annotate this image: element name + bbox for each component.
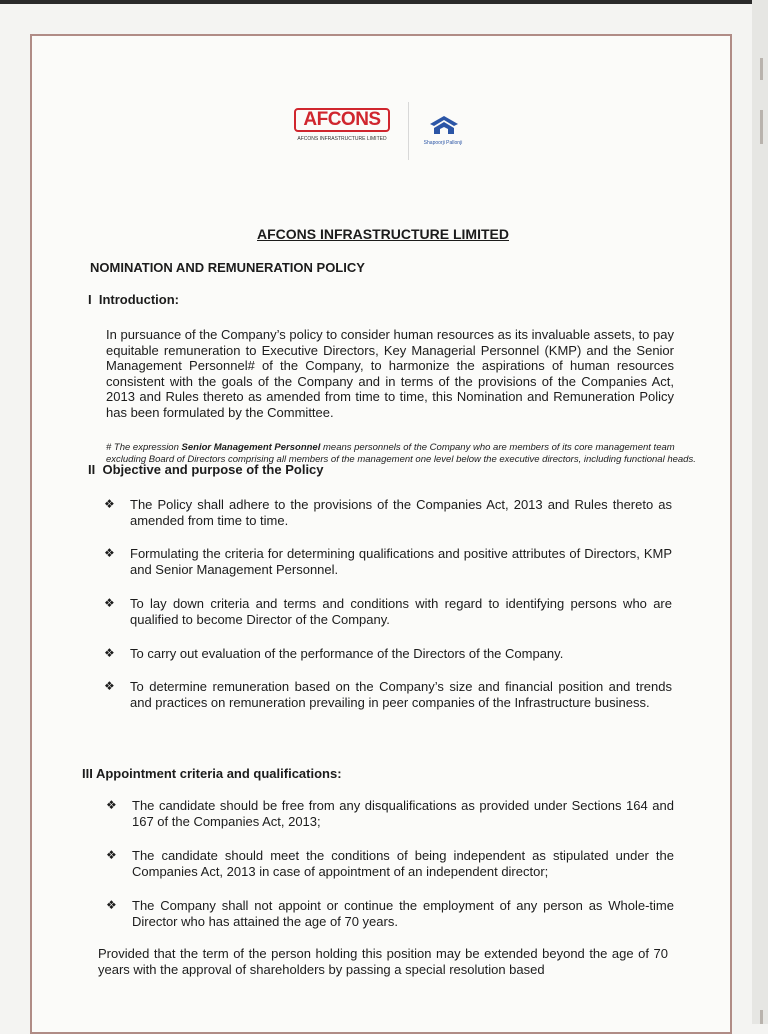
section-3-heading: III Appointment criteria and qualifications: — [82, 766, 342, 781]
list-item-text: To determine remuneration based on the Company’s size and financial position and trends and practices on remuneration prevailing in peer companies of the Infrastructure business. — [130, 679, 672, 710]
letterhead-logos — [290, 100, 490, 162]
next-page-strip — [752, 0, 768, 1024]
footnote-term: Senior Management Personnel — [181, 442, 321, 453]
bullet-icon: ❖ — [104, 546, 115, 560]
scan-mark — [760, 110, 763, 144]
list-item-text: Formulating the criteria for determining qualifications and positive attributes of Directors, KMP and Senior Management Personnel. — [130, 546, 672, 577]
list-item-text: To carry out evaluation of the performance of the Directors of the Company. — [130, 646, 564, 661]
footnote-prefix: # The expression — [106, 442, 179, 453]
document-page — [30, 34, 732, 1034]
logo-divider — [408, 102, 409, 160]
bullet-icon: ❖ — [104, 596, 115, 610]
scan-mark — [760, 1010, 763, 1024]
list-item-text: To lay down criteria and terms and conditions with regard to identifying persons who are qualified to become Director of the Company. — [130, 596, 672, 627]
scan-top-edge — [0, 0, 768, 4]
section-number: II — [88, 462, 96, 477]
scan-mark — [760, 58, 763, 80]
bullet-icon: ❖ — [104, 497, 115, 511]
proviso-paragraph: Provided that the term of the person holding this position may be extended beyond the age of 70 years with the approval of shareholders by passing a special resolution based — [98, 946, 668, 977]
section-1-heading — [88, 292, 179, 307]
shapoorji-pallonji-logo-icon — [424, 112, 464, 138]
section-2-heading — [88, 462, 324, 477]
section-title: Objective and purpose of the Policy — [102, 462, 324, 477]
list-item-text: The Policy shall adhere to the provisions of the Companies Act, 2013 and Rules thereto as amended from time to time. — [130, 497, 672, 528]
introduction-paragraph: In pursuance of the Company’s policy to consider human resources as its invaluable assets, to pay equitable remuneration to Executive Directors, Key Managerial Personnel (KMP) and the Senior Management Personnel# of the Company, to harmonize the aspirations of human resources consistent with the goals of the Company and in terms of the provisions of the Companies Act, 2013 and Rules thereto as amended from time to time, this Nomination and Remuneration Policy has been formulated by the Committee. — [106, 327, 674, 420]
shapoorji-pallonji-tagline: Shapoorji Pallonji — [423, 140, 463, 146]
footnote-text: means personnels of the Company who are members of its core management team excluding Board of Directors comprising all members of the management one level below the executive directors, including functional heads. — [106, 442, 696, 465]
afcons-logo-tagline: AFCONS INFRASTRUCTURE LIMITED — [297, 136, 387, 142]
afcons-logo: AFCONS — [294, 108, 390, 132]
section-number: I — [88, 292, 92, 307]
bullet-icon: ❖ — [106, 798, 117, 812]
policy-title: NOMINATION AND REMUNERATION POLICY — [90, 260, 365, 275]
bullet-icon: ❖ — [104, 646, 115, 660]
list-item-text: The Company shall not appoint or continue the employment of any person as Whole-time Director who has attained the age of 70 years. — [132, 898, 674, 929]
company-title: AFCONS INFRASTRUCTURE LIMITED — [257, 226, 509, 242]
bullet-icon: ❖ — [106, 898, 117, 912]
bullet-icon: ❖ — [106, 848, 117, 862]
bullet-icon: ❖ — [104, 679, 115, 693]
list-item-text: The candidate should meet the conditions of being independent as stipulated under the Companies Act, 2013 in case of appointment of an independent director; — [132, 848, 674, 879]
section-title: Introduction: — [98, 292, 180, 307]
list-item-text: The candidate should be free from any disqualifications as provided under Sections 164 and 167 of the Companies Act, 2013; — [132, 798, 674, 829]
